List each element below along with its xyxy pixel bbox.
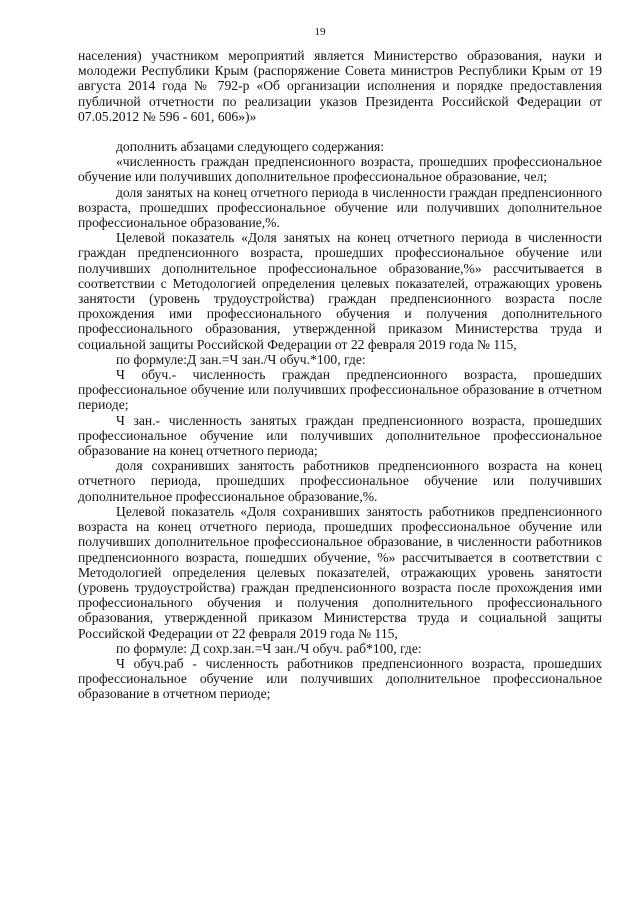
document-body (78, 48, 602, 702)
page-number: 19 (314, 26, 326, 38)
paragraph-1: населения) участником мероприятий является Министерство образования, науки и молодежи Республики Крым (распоряжение Совета министров Республики Крым от 19 августа 2014 года № 792-р «Об организации исполнения и порядке предоставления публичной отчетности по реализации указов Президента Российской Федерации от 07.05.2012 № 596 - 601, 606»)» (78, 48, 602, 124)
paragraph-11: по формуле: Д сохр.зан.=Ч зан./Ч обуч. раб*100, где: (116, 640, 422, 656)
paragraph-4: доля занятых на конец отчетного периода в численности граждан предпенсионного возраста, прошедших профессиональное обучение или получивших дополнительное профессиональное образование,%. (78, 184, 602, 231)
paragraph-12: Ч обуч.раб - численность работников предпенсионного возраста, прошедших профессиональное обучение или получивших дополнительное профессиональное образование в отчетном периоде; (78, 655, 602, 702)
paragraph-2: дополнить абзацами следующего содержания: (116, 139, 385, 155)
paragraph-9: доля сохранивших занятость работников предпенсионного возраста на конец отчетного периода, прошедших профессиональное обучение или получивших дополнительное профессиональное образование,%. (78, 458, 602, 504)
paragraph-8: Ч зан.- численность занятых граждан предпенсионного возраста, прошедших профессиональное обучение или получивших дополнительное профессиональное образование на конец отчетного периода; (78, 412, 602, 459)
paragraph-10: Целевой показатель «Доля сохранивших занятость работников предпенсионного возраста на конец отчетного периода, прошедших профессиональное обучение или получивших дополнительное профессиональное образование, в численности работников предпенсионного возраста, пошедших обучение, %» рассчитывается в соответствии с Методологией определения целевых показателей, отражающих уровень занятости (уровень трудоустройства) граждан предпенсионного возраста после прохождения ими профессионального обучения и получения дополнительного профессионального образования, утвержденной приказом Министерства труда и социальной защиты Российской Федерации от 22 февраля 2019 года № 115, (78, 503, 602, 641)
paragraph-5: Целевой показатель «Доля занятых на конец отчетного периода в численности граждан предпенсионного возраста, прошедших профессиональное обучение или получивших дополнительное профессиональное образование,%» рассчитывается в соответствии с Методологией определения целевых показателей, отражающих уровень занятости (уровень трудоустройства) граждан предпенсионного возраста после прохождения ими профессионального обучения и получения дополнительного профессионального образования, утвержденной приказом Министерства труда и социальной защиты Российской Федерации от 22 февраля 2019 года № 115, (78, 230, 602, 352)
paragraph-3: «численность граждан предпенсионного возраста, прошедших профессиональное обучение или получивших дополнительное профессиональное образование, чел; (78, 154, 602, 185)
paragraph-7: Ч обуч.- численность граждан предпенсионного возраста, прошедших профессиональное обучение или получивших профессиональное образование в отчетном периоде; (78, 367, 602, 413)
paragraph-6: по формуле:Д зан.=Ч зан./Ч обуч.*100, где: (116, 351, 366, 367)
